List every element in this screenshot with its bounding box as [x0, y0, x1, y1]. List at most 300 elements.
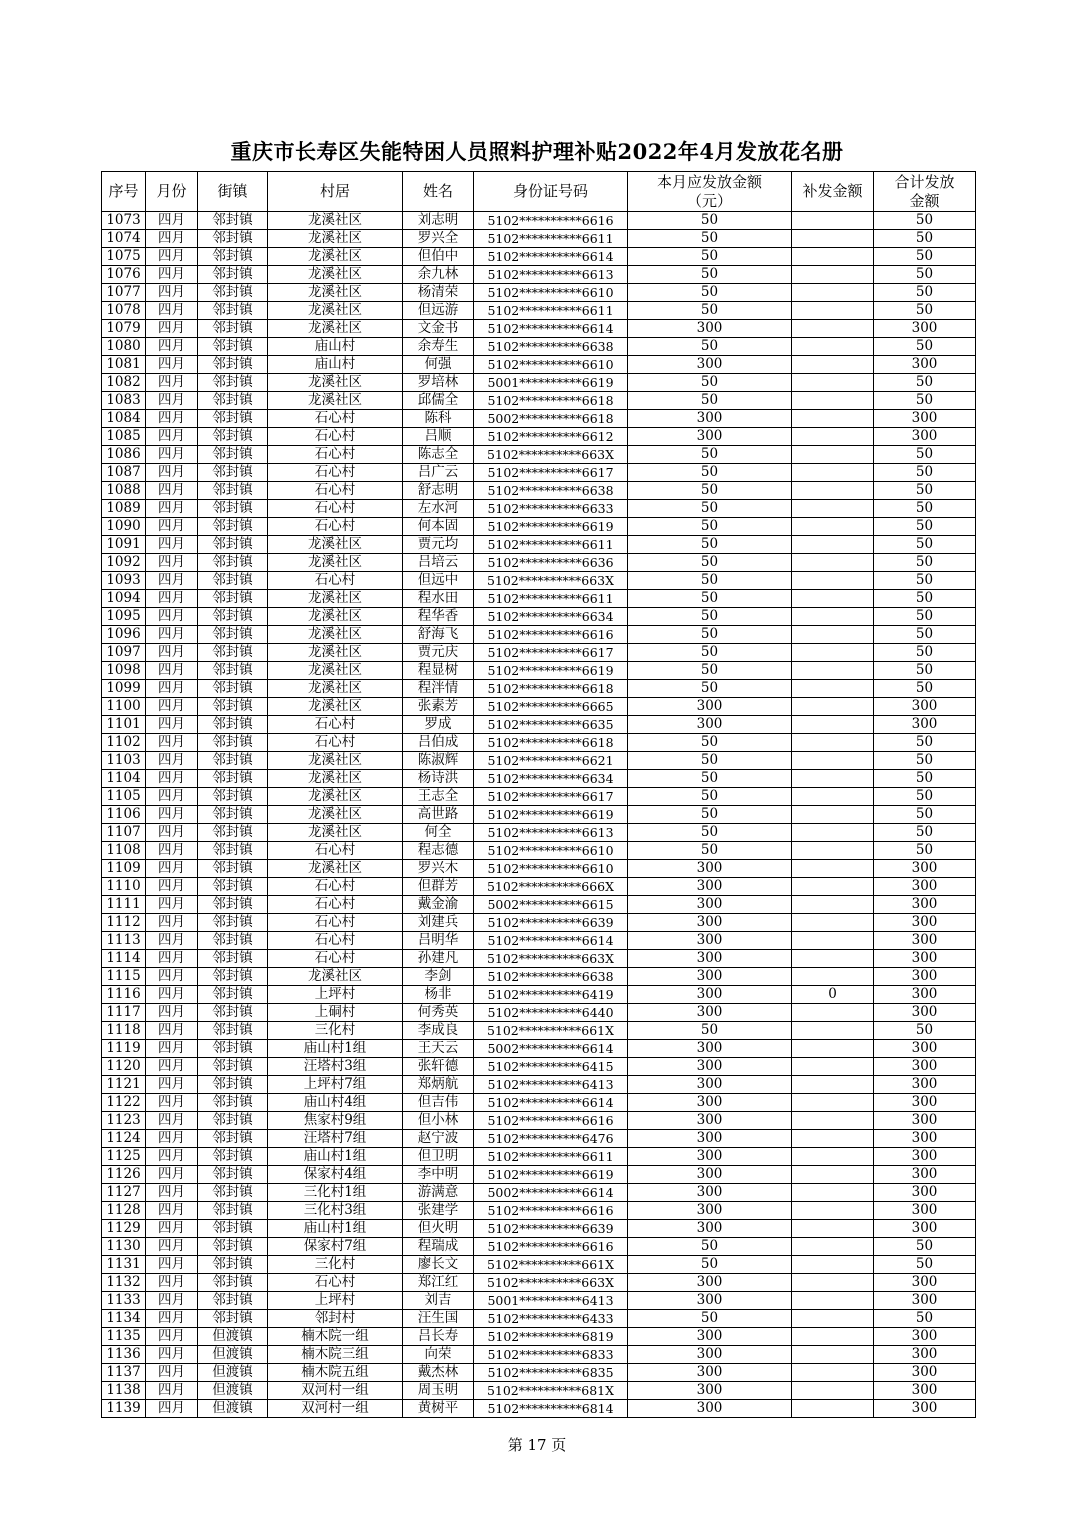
table-row	[102, 608, 976, 626]
table-row	[102, 770, 976, 788]
cell-month: 四月	[146, 1382, 198, 1400]
cell-town: 邻封镇	[198, 266, 268, 284]
cell-seq: 1101	[102, 716, 146, 734]
cell-id-number: 5102**********6613	[474, 266, 628, 284]
cell-amount-due: 50	[628, 392, 792, 410]
cell-total: 50	[874, 374, 976, 392]
header-amount-due-text: 本月应发放金额（元）	[656, 172, 762, 210]
cell-supplement	[792, 1076, 874, 1094]
cell-id-number: 5102**********6616	[474, 1202, 628, 1220]
cell-town: 邻封镇	[198, 842, 268, 860]
cell-id-number: 5102**********6612	[474, 428, 628, 446]
table-row	[102, 356, 976, 374]
cell-total: 50	[874, 230, 976, 248]
cell-name: 吕顺	[403, 428, 474, 446]
table-row	[102, 1004, 976, 1022]
cell-month: 四月	[146, 428, 198, 446]
cell-seq: 1117	[102, 1004, 146, 1022]
page-number: 第 17 页	[507, 1436, 567, 1454]
cell-seq: 1138	[102, 1382, 146, 1400]
cell-supplement	[792, 590, 874, 608]
cell-total: 50	[874, 1022, 976, 1040]
cell-town: 邻封镇	[198, 662, 268, 680]
cell-amount-due: 300	[628, 878, 792, 896]
cell-supplement	[792, 680, 874, 698]
cell-seq: 1099	[102, 680, 146, 698]
cell-town: 邻封镇	[198, 1274, 268, 1292]
cell-seq: 1083	[102, 392, 146, 410]
cell-amount-due: 50	[628, 1310, 792, 1328]
cell-total: 300	[874, 968, 976, 986]
cell-town: 邻封镇	[198, 1022, 268, 1040]
cell-id-number: 5102**********661X	[474, 1256, 628, 1274]
cell-seq: 1086	[102, 446, 146, 464]
cell-amount-due: 300	[628, 356, 792, 374]
cell-town: 邻封镇	[198, 572, 268, 590]
cell-amount-due: 50	[628, 1256, 792, 1274]
cell-town: 邻封镇	[198, 1112, 268, 1130]
cell-amount-due: 300	[628, 1292, 792, 1310]
cell-amount-due: 50	[628, 770, 792, 788]
cell-village: 邻封村	[268, 1310, 403, 1328]
cell-month: 四月	[146, 392, 198, 410]
cell-village: 石心村	[268, 464, 403, 482]
cell-name: 罗培林	[403, 374, 474, 392]
cell-amount-due: 50	[628, 230, 792, 248]
cell-total: 50	[874, 824, 976, 842]
table-row	[102, 1238, 976, 1256]
cell-name: 何本固	[403, 518, 474, 536]
cell-amount-due: 50	[628, 788, 792, 806]
table-row	[102, 428, 976, 446]
cell-month: 四月	[146, 1094, 198, 1112]
cell-name: 程水田	[403, 590, 474, 608]
cell-id-number: 5102**********6638	[474, 482, 628, 500]
cell-village: 龙溪社区	[268, 770, 403, 788]
cell-seq: 1133	[102, 1292, 146, 1310]
cell-amount-due: 300	[628, 698, 792, 716]
cell-town: 邻封镇	[198, 1076, 268, 1094]
cell-total: 50	[874, 1238, 976, 1256]
cell-village: 保家村7组	[268, 1238, 403, 1256]
cell-name: 贾元庆	[403, 644, 474, 662]
table-row	[102, 968, 976, 986]
cell-month: 四月	[146, 1400, 198, 1418]
cell-id-number: 5102**********666X	[474, 878, 628, 896]
table-row	[102, 374, 976, 392]
cell-name: 向荣	[403, 1346, 474, 1364]
cell-town: 邻封镇	[198, 446, 268, 464]
cell-total: 300	[874, 932, 976, 950]
cell-name: 但远中	[403, 572, 474, 590]
cell-amount-due: 300	[628, 1130, 792, 1148]
cell-total: 50	[874, 392, 976, 410]
cell-supplement	[792, 500, 874, 518]
cell-name: 高世路	[403, 806, 474, 824]
cell-village: 楠木院三组	[268, 1346, 403, 1364]
cell-amount-due: 50	[628, 500, 792, 518]
table-row	[102, 1094, 976, 1112]
cell-village: 龙溪社区	[268, 302, 403, 320]
cell-seq: 1092	[102, 554, 146, 572]
cell-name: 但小林	[403, 1112, 474, 1130]
cell-total: 300	[874, 896, 976, 914]
cell-supplement	[792, 1220, 874, 1238]
cell-supplement	[792, 374, 874, 392]
table-row	[102, 1148, 976, 1166]
cell-supplement	[792, 1382, 874, 1400]
cell-village: 石心村	[268, 410, 403, 428]
table-row	[102, 1310, 976, 1328]
cell-town: 邻封镇	[198, 1130, 268, 1148]
cell-month: 四月	[146, 770, 198, 788]
cell-total: 300	[874, 1166, 976, 1184]
cell-id-number: 5102**********6634	[474, 608, 628, 626]
cell-town: 邻封镇	[198, 896, 268, 914]
cell-supplement	[792, 428, 874, 446]
cell-amount-due: 300	[628, 1166, 792, 1184]
cell-village: 龙溪社区	[268, 680, 403, 698]
table-row	[102, 572, 976, 590]
cell-month: 四月	[146, 1274, 198, 1292]
cell-id-number: 5102**********6639	[474, 1220, 628, 1238]
cell-month: 四月	[146, 500, 198, 518]
cell-month: 四月	[146, 374, 198, 392]
cell-supplement	[792, 734, 874, 752]
cell-month: 四月	[146, 212, 198, 230]
cell-village: 庙山村4组	[268, 1094, 403, 1112]
cell-id-number: 5102**********6617	[474, 788, 628, 806]
cell-id-number: 5102**********6440	[474, 1004, 628, 1022]
table-row	[102, 392, 976, 410]
cell-village: 石心村	[268, 716, 403, 734]
table-row	[102, 248, 976, 266]
cell-month: 四月	[146, 356, 198, 374]
cell-total: 50	[874, 500, 976, 518]
cell-village: 上硐村	[268, 1004, 403, 1022]
cell-village: 双河村一组	[268, 1400, 403, 1418]
cell-supplement	[792, 896, 874, 914]
cell-total: 300	[874, 860, 976, 878]
cell-amount-due: 50	[628, 554, 792, 572]
table-row	[102, 464, 976, 482]
cell-seq: 1130	[102, 1238, 146, 1256]
cell-seq: 1119	[102, 1040, 146, 1058]
cell-id-number: 5102**********6639	[474, 914, 628, 932]
cell-name: 陈科	[403, 410, 474, 428]
table-row	[102, 1040, 976, 1058]
table-row	[102, 644, 976, 662]
cell-total: 50	[874, 680, 976, 698]
cell-month: 四月	[146, 752, 198, 770]
cell-month: 四月	[146, 230, 198, 248]
cell-seq: 1123	[102, 1112, 146, 1130]
cell-name: 左水河	[403, 500, 474, 518]
cell-total: 300	[874, 950, 976, 968]
cell-id-number: 5102**********6636	[474, 554, 628, 572]
cell-seq: 1073	[102, 212, 146, 230]
cell-month: 四月	[146, 1292, 198, 1310]
cell-name: 戴金渝	[403, 896, 474, 914]
header-village: 村居	[268, 172, 403, 212]
cell-amount-due: 50	[628, 662, 792, 680]
cell-amount-due: 300	[628, 1202, 792, 1220]
cell-month: 四月	[146, 698, 198, 716]
cell-town: 但渡镇	[198, 1400, 268, 1418]
cell-supplement	[792, 1238, 874, 1256]
cell-seq: 1104	[102, 770, 146, 788]
cell-id-number: 5102**********6611	[474, 536, 628, 554]
cell-seq: 1135	[102, 1328, 146, 1346]
table-row	[102, 1076, 976, 1094]
cell-seq: 1095	[102, 608, 146, 626]
cell-amount-due: 300	[628, 932, 792, 950]
cell-month: 四月	[146, 1310, 198, 1328]
cell-village: 石心村	[268, 950, 403, 968]
cell-total: 50	[874, 284, 976, 302]
cell-seq: 1129	[102, 1220, 146, 1238]
header-supplement: 补发金额	[792, 172, 874, 212]
cell-name: 郑炳航	[403, 1076, 474, 1094]
cell-town: 邻封镇	[198, 554, 268, 572]
cell-village: 龙溪社区	[268, 806, 403, 824]
cell-amount-due: 300	[628, 1112, 792, 1130]
cell-village: 石心村	[268, 734, 403, 752]
cell-month: 四月	[146, 968, 198, 986]
cell-name: 文金书	[403, 320, 474, 338]
table-row	[102, 536, 976, 554]
cell-id-number: 5102**********6619	[474, 1166, 628, 1184]
cell-id-number: 5102**********6819	[474, 1328, 628, 1346]
cell-month: 四月	[146, 1004, 198, 1022]
cell-village: 上坪村	[268, 986, 403, 1004]
cell-supplement	[792, 1112, 874, 1130]
cell-id-number: 5102**********6833	[474, 1346, 628, 1364]
cell-month: 四月	[146, 644, 198, 662]
cell-total: 300	[874, 1058, 976, 1076]
cell-seq: 1110	[102, 878, 146, 896]
table-row	[102, 716, 976, 734]
cell-month: 四月	[146, 320, 198, 338]
cell-amount-due: 300	[628, 410, 792, 428]
cell-month: 四月	[146, 1256, 198, 1274]
cell-id-number: 5102**********6638	[474, 338, 628, 356]
cell-id-number: 5102**********6614	[474, 248, 628, 266]
cell-total: 300	[874, 1004, 976, 1022]
cell-town: 邻封镇	[198, 1256, 268, 1274]
cell-total: 300	[874, 1130, 976, 1148]
cell-village: 庙山村	[268, 356, 403, 374]
cell-supplement	[792, 914, 874, 932]
cell-seq: 1139	[102, 1400, 146, 1418]
cell-town: 邻封镇	[198, 302, 268, 320]
cell-month: 四月	[146, 1346, 198, 1364]
table-row	[102, 1256, 976, 1274]
cell-id-number: 5102**********661X	[474, 1022, 628, 1040]
cell-village: 石心村	[268, 428, 403, 446]
cell-name: 罗成	[403, 716, 474, 734]
cell-total: 50	[874, 572, 976, 590]
cell-name: 吕伯成	[403, 734, 474, 752]
cell-village: 龙溪社区	[268, 266, 403, 284]
cell-supplement	[792, 644, 874, 662]
cell-amount-due: 50	[628, 1238, 792, 1256]
cell-supplement	[792, 1058, 874, 1076]
cell-amount-due: 50	[628, 338, 792, 356]
cell-total: 50	[874, 554, 976, 572]
cell-town: 但渡镇	[198, 1346, 268, 1364]
table-row	[102, 914, 976, 932]
cell-town: 邻封镇	[198, 644, 268, 662]
cell-month: 四月	[146, 302, 198, 320]
cell-town: 邻封镇	[198, 590, 268, 608]
cell-name: 程显树	[403, 662, 474, 680]
cell-town: 邻封镇	[198, 878, 268, 896]
cell-id-number: 5002**********6614	[474, 1184, 628, 1202]
cell-total: 50	[874, 536, 976, 554]
cell-amount-due: 300	[628, 1148, 792, 1166]
cell-village: 石心村	[268, 1274, 403, 1292]
cell-town: 邻封镇	[198, 248, 268, 266]
cell-total: 300	[874, 1148, 976, 1166]
cell-id-number: 5102**********6618	[474, 734, 628, 752]
cell-seq: 1108	[102, 842, 146, 860]
cell-seq: 1126	[102, 1166, 146, 1184]
cell-supplement	[792, 266, 874, 284]
cell-month: 四月	[146, 914, 198, 932]
cell-id-number: 5001**********6413	[474, 1292, 628, 1310]
cell-supplement	[792, 1148, 874, 1166]
header-total	[874, 172, 976, 212]
cell-town: 邻封镇	[198, 1238, 268, 1256]
cell-supplement	[792, 1346, 874, 1364]
cell-name: 戴杰林	[403, 1364, 474, 1382]
cell-month: 四月	[146, 554, 198, 572]
cell-id-number: 5102**********681X	[474, 1382, 628, 1400]
cell-total: 50	[874, 518, 976, 536]
cell-town: 邻封镇	[198, 392, 268, 410]
cell-month: 四月	[146, 1022, 198, 1040]
cell-seq: 1105	[102, 788, 146, 806]
cell-amount-due: 50	[628, 518, 792, 536]
cell-month: 四月	[146, 1166, 198, 1184]
cell-town: 邻封镇	[198, 1058, 268, 1076]
cell-id-number: 5102**********6610	[474, 356, 628, 374]
cell-supplement	[792, 842, 874, 860]
cell-total: 300	[874, 1220, 976, 1238]
cell-town: 邻封镇	[198, 356, 268, 374]
cell-town: 邻封镇	[198, 788, 268, 806]
cell-amount-due: 300	[628, 1184, 792, 1202]
cell-amount-due: 50	[628, 464, 792, 482]
table-row	[102, 1328, 976, 1346]
cell-town: 邻封镇	[198, 752, 268, 770]
cell-total: 300	[874, 986, 976, 1004]
cell-village: 庙山村1组	[268, 1220, 403, 1238]
table-row	[102, 518, 976, 536]
cell-supplement	[792, 1256, 874, 1274]
cell-total: 300	[874, 1346, 976, 1364]
cell-total: 50	[874, 662, 976, 680]
cell-id-number: 5102**********6610	[474, 842, 628, 860]
cell-id-number: 5102**********6614	[474, 932, 628, 950]
cell-supplement	[792, 878, 874, 896]
cell-village: 庙山村1组	[268, 1148, 403, 1166]
cell-id-number: 5102**********6413	[474, 1076, 628, 1094]
cell-supplement	[792, 824, 874, 842]
cell-supplement	[792, 770, 874, 788]
cell-id-number: 5102**********6618	[474, 680, 628, 698]
cell-town: 邻封镇	[198, 1148, 268, 1166]
table-row	[102, 1184, 976, 1202]
cell-amount-due: 50	[628, 734, 792, 752]
cell-id-number: 5102**********663X	[474, 1274, 628, 1292]
cell-village: 庙山村	[268, 338, 403, 356]
cell-seq: 1074	[102, 230, 146, 248]
cell-supplement	[792, 698, 874, 716]
cell-seq: 1081	[102, 356, 146, 374]
cell-month: 四月	[146, 860, 198, 878]
cell-amount-due: 300	[628, 1076, 792, 1094]
header-seq: 序号	[102, 172, 146, 212]
cell-supplement	[792, 1292, 874, 1310]
table-row	[102, 212, 976, 230]
cell-seq: 1098	[102, 662, 146, 680]
cell-id-number: 5102**********6610	[474, 860, 628, 878]
cell-supplement	[792, 1166, 874, 1184]
cell-total: 50	[874, 464, 976, 482]
cell-town: 邻封镇	[198, 1166, 268, 1184]
cell-total: 50	[874, 212, 976, 230]
cell-name: 但吉伟	[403, 1094, 474, 1112]
cell-total: 300	[874, 1184, 976, 1202]
cell-seq: 1075	[102, 248, 146, 266]
cell-village: 龙溪社区	[268, 608, 403, 626]
cell-supplement	[792, 536, 874, 554]
cell-seq: 1102	[102, 734, 146, 752]
cell-total: 50	[874, 806, 976, 824]
table-row	[102, 1274, 976, 1292]
cell-town: 邻封镇	[198, 950, 268, 968]
cell-month: 四月	[146, 284, 198, 302]
cell-total: 300	[874, 1328, 976, 1346]
cell-village: 龙溪社区	[268, 752, 403, 770]
cell-supplement	[792, 752, 874, 770]
cell-supplement	[792, 1130, 874, 1148]
cell-supplement	[792, 464, 874, 482]
cell-amount-due: 300	[628, 968, 792, 986]
cell-id-number: 5102**********6635	[474, 716, 628, 734]
cell-seq: 1137	[102, 1364, 146, 1382]
cell-town: 邻封镇	[198, 464, 268, 482]
cell-id-number: 5102**********6617	[474, 464, 628, 482]
cell-seq: 1122	[102, 1094, 146, 1112]
cell-month: 四月	[146, 824, 198, 842]
cell-town: 邻封镇	[198, 212, 268, 230]
cell-name: 程华香	[403, 608, 474, 626]
cell-month: 四月	[146, 590, 198, 608]
cell-village: 龙溪社区	[268, 788, 403, 806]
table-row	[102, 1400, 976, 1418]
cell-id-number: 5102**********6476	[474, 1130, 628, 1148]
header-id-number: 身份证号码	[474, 172, 628, 212]
cell-village: 三化村	[268, 1022, 403, 1040]
cell-seq: 1120	[102, 1058, 146, 1076]
cell-id-number: 5002**********6614	[474, 1040, 628, 1058]
table-row	[102, 806, 976, 824]
cell-seq: 1090	[102, 518, 146, 536]
cell-supplement	[792, 860, 874, 878]
